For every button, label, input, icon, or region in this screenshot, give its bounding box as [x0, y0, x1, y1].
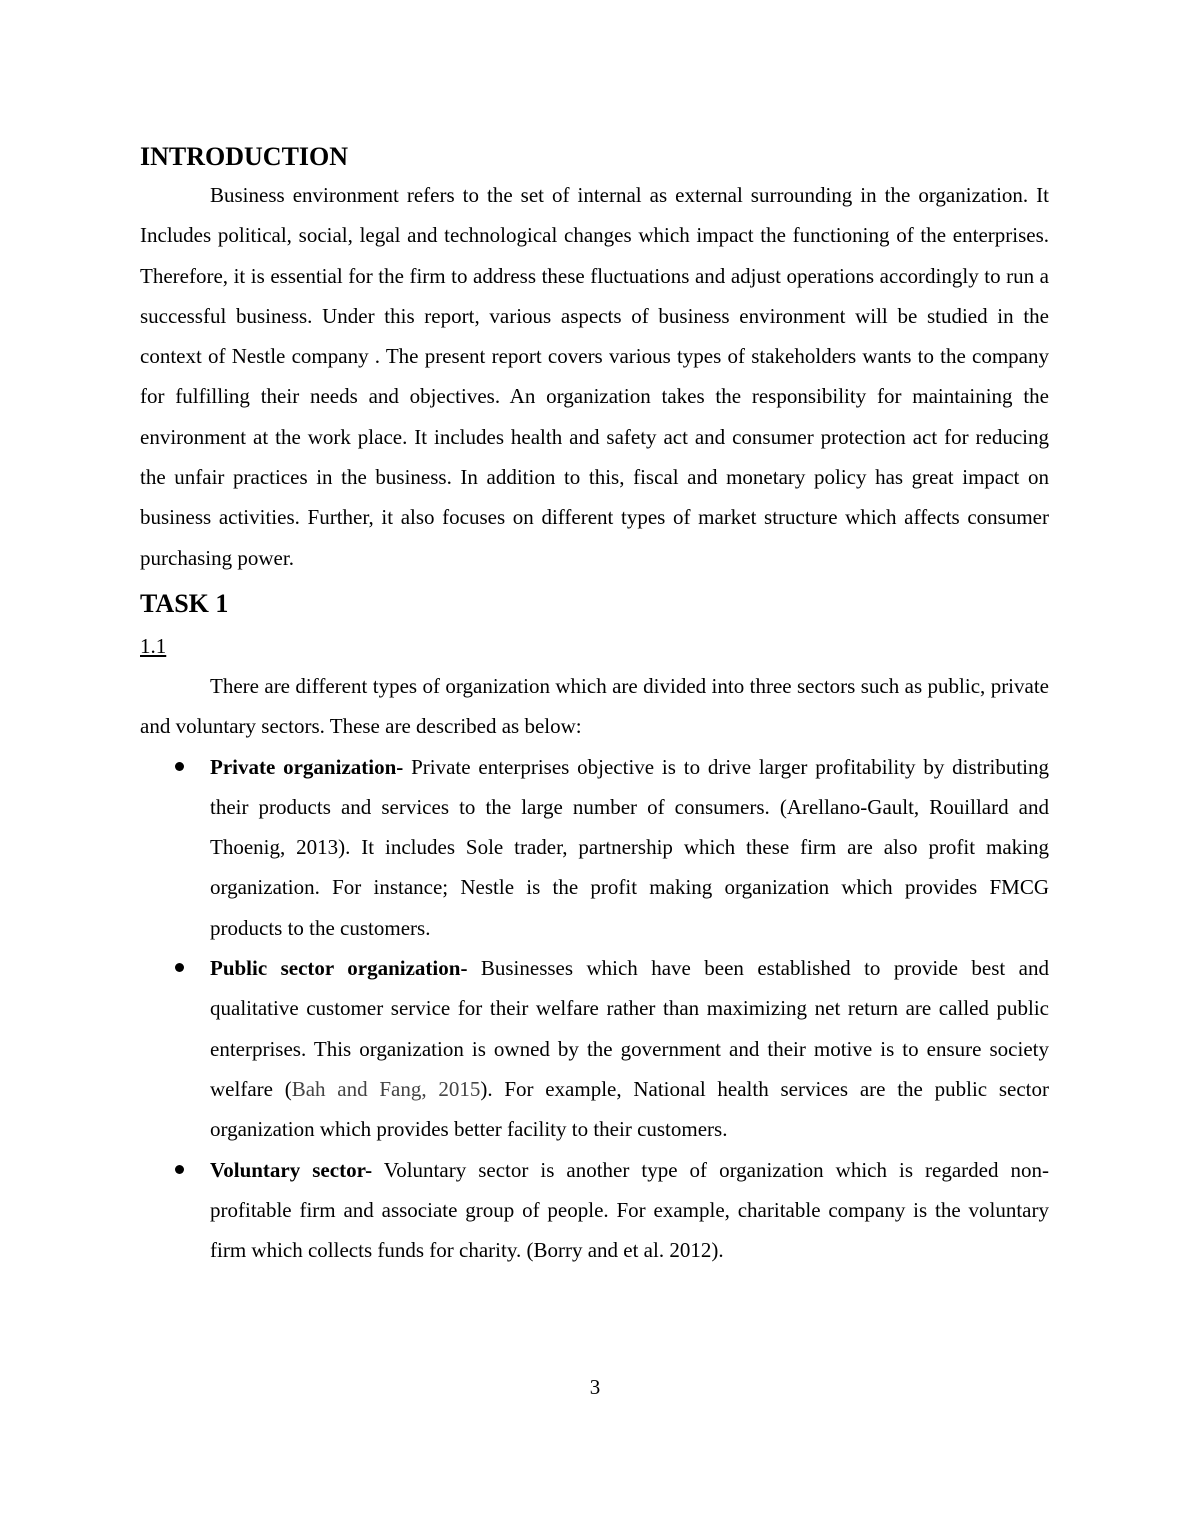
bullet-term: Private organization-: [210, 754, 404, 779]
list-item-public-sector-organization: [140, 948, 1049, 1149]
introduction-heading: INTRODUCTION: [140, 142, 349, 171]
bullet-term: Voluntary sector-: [210, 1157, 373, 1182]
bullet-term: Public sector organization-: [210, 956, 468, 981]
bullet-text: Private enterprises objective is to drive larger profitability by distributing their products and services to the large number of consumers. (Arellano-Gault, Rouillard and Thoenig, 2013). It includes Sole trader, partnership which these firm are also profit making organization. For instance; Nestle is the profit making organization which provides FMCG products to the customers.: [210, 754, 1049, 940]
page-number: 3: [589, 1375, 601, 1399]
list-item-private-organization: [140, 747, 1049, 948]
task1-heading: TASK 1: [140, 588, 229, 618]
bullet-icon: [175, 762, 184, 771]
introduction-paragraph: Business environment refers to the set of internal as external surrounding in the organization. It Includes political, social, legal and technological changes which impact the functioning of the enterprises. Therefore, it is essential for the firm to address these fluctuations and adjust operations accordingly to run a successful business. Under this report, various aspects of business environment will be studied in the context of Nestle company . The present report covers various types of stakeholders wants to the company for fulfilling their needs and objectives. An organization takes the responsibility for maintaining the environment at the work place. It includes health and safety act and consumer protection act for reducing the unfair practices in the business. In addition to this, fiscal and monetary policy has great impact on business activities. Further, it also focuses on different types of market structure which affects consumer purchasing power.: [140, 183, 1049, 570]
bullet-text: ). For example, National health services are the public sector organization which provides better facility to their customers.: [210, 1076, 1049, 1142]
bullet-text: Businesses which have been established to provide best and qualitative customer service for their welfare rather than maximizing net return are called public enterprises. This organization is owned by the government and their motive is to ensure society welfare (: [210, 956, 1049, 1101]
section-number: 1.1: [140, 633, 167, 658]
bullet-text: Voluntary sector is another type of organization which is regarded non- profitable firm and associate group of people. For example, charitable company is the voluntary firm which collects funds for charity. (Borry and et al. 2012).: [210, 1157, 1049, 1263]
list-item-voluntary-sector: [140, 1150, 1049, 1271]
organization-types-list: [140, 747, 1049, 1271]
citation: Bah and Fang, 2015: [291, 1076, 481, 1101]
task1-intro-paragraph: There are different types of organization which are divided into three sectors such as public, private and voluntary sectors. These are described as below:: [140, 673, 1049, 739]
bullet-icon: [175, 963, 184, 972]
page-content: [140, 139, 1049, 1270]
bullet-icon: [175, 1165, 184, 1174]
